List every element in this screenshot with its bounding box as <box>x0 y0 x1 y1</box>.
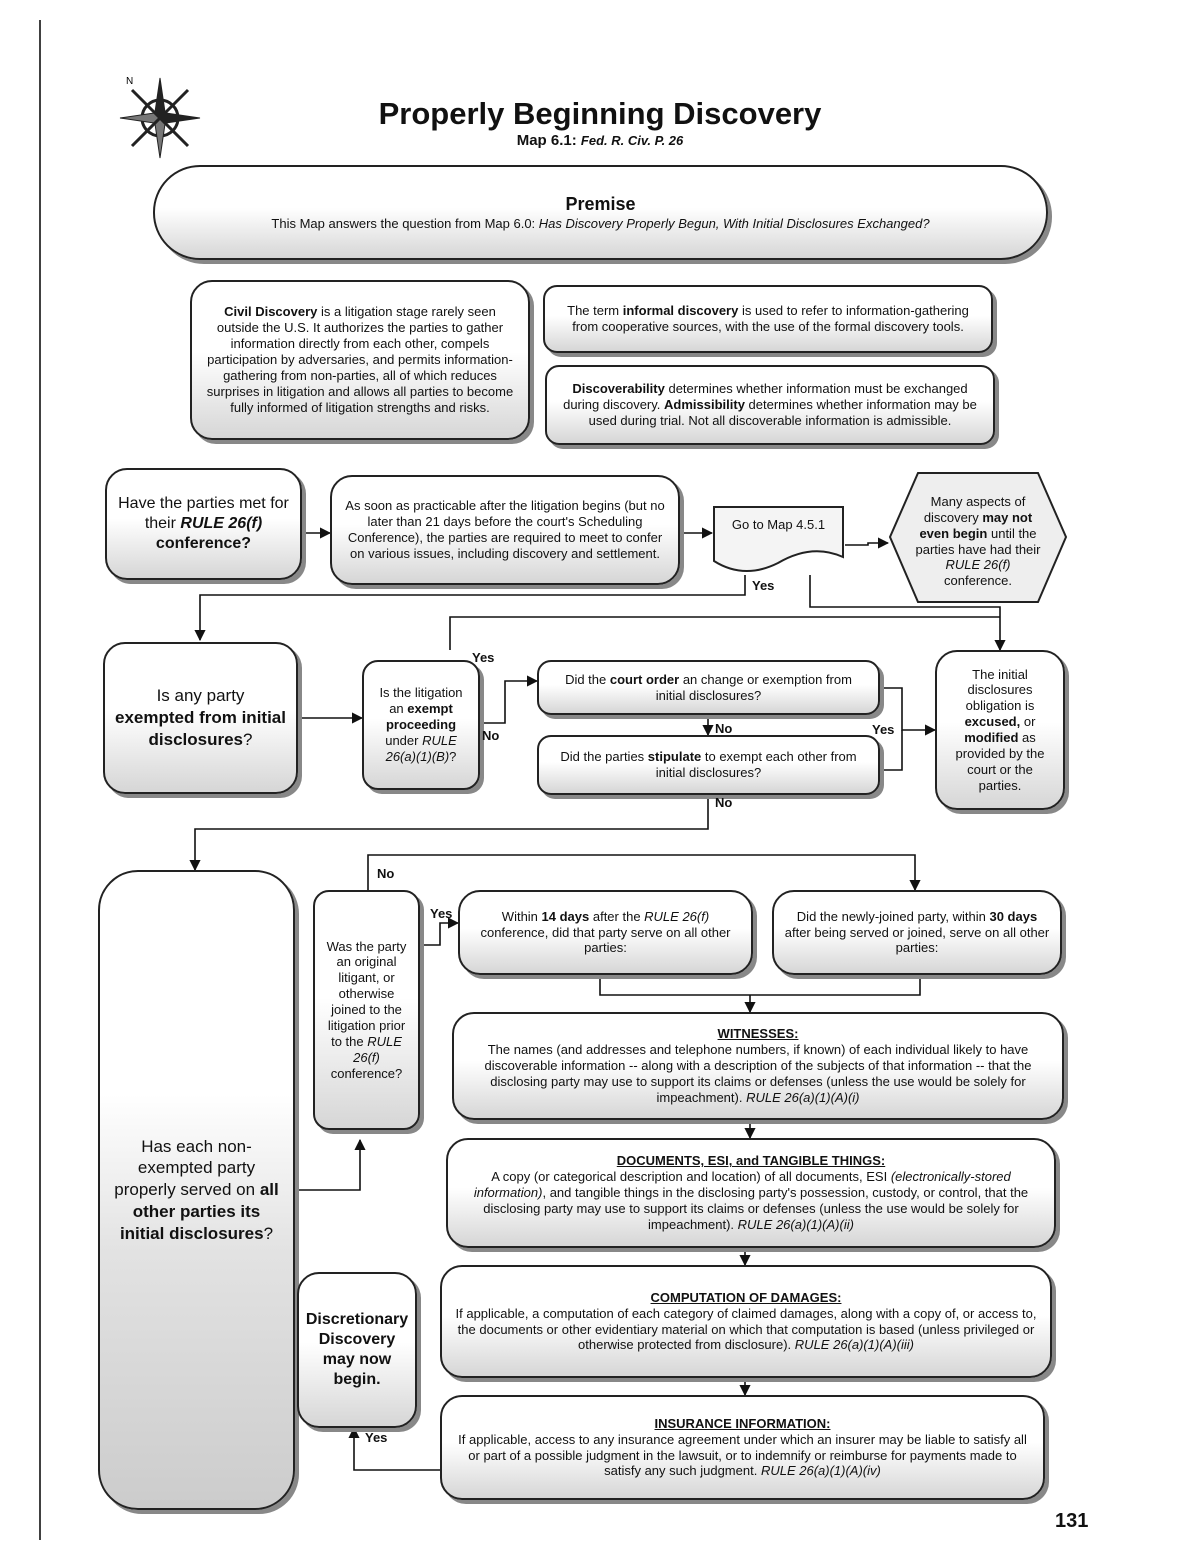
informal-discovery-box <box>543 285 993 353</box>
page-title: Properly Beginning Discovery <box>378 96 822 131</box>
label-yes-discretionary: Yes <box>365 1430 388 1445</box>
label-no-stipulate: No <box>715 795 733 810</box>
original-litigant-question: Was the party an original litigant, or otherwise joined to the litigation prior to the RULE 26(f) conference? <box>313 890 420 1130</box>
arrow-no-to-each-party <box>195 795 708 870</box>
damages-title: COMPUTATION OF DAMAGES: <box>650 1289 842 1305</box>
arrow-each-to-original <box>295 1140 360 1190</box>
civil-discovery-box <box>190 280 530 440</box>
exempt-question: Is any party exempted from initial disclosures? <box>103 642 298 794</box>
documents-title: DOCUMENTS, ESI, and TANGIBLE THINGS: <box>616 1153 886 1169</box>
label-no-court-order: No <box>715 721 733 736</box>
page-number: 131 <box>1055 1510 1089 1532</box>
excused-box: The initial disclosures obligation is excused, or modified as provided by the court or the parties. <box>935 650 1065 810</box>
within-14-days-question: Within 14 days after the RULE 26(f) conference, did that party serve on all other parties: <box>458 890 753 975</box>
discoverability-box <box>545 365 995 445</box>
many-aspects-hexagon <box>888 470 1068 605</box>
many-aspects-text: Many aspects of discovery may not even begin until the parties have had their RULE 26(f) conference. <box>915 494 1041 589</box>
newly-joined-question: Did the newly-joined party, within 30 days after being served or joined, serve on all other parties: <box>772 890 1062 975</box>
rule-26f-question: Have the parties met for their RULE 26(f) conference? <box>105 468 302 580</box>
line-proceeding-yes <box>450 617 1000 650</box>
rule-26f-info-box <box>330 475 680 585</box>
discretionary-discovery-box: Discretionary Discovery may now begin. <box>297 1272 417 1428</box>
premise-title: Premise <box>565 193 636 214</box>
insurance-text: If applicable, access to any insurance agreement under which an insurer may be liable to satisfy all or part of a possible judgment in the lawsuit, or to indemnify or reimburse for payments made to satisfy any such judgment. RULE 26(a)(1)(A)(iv) <box>458 1431 1027 1479</box>
stipulate-question: Did the parties stipulate to exempt each other from initial disclosures? <box>537 735 880 795</box>
witnesses-text: The names (and addresses and telephone numbers, if known) of each individual likely to have discoverable information -- along with a description of the subjects of that information -- that the disclosing party may use to support its claims or defenses (unless the use would be solely for impeachment). RULE 26(a)(1)(A)(i) <box>484 1042 1032 1105</box>
witnesses-box <box>452 1012 1064 1120</box>
svg-text:N: N <box>126 76 134 87</box>
map-source: Fed. R. Civ. P. 26 <box>580 133 684 148</box>
arrow-no-to-court-order <box>480 681 537 723</box>
compass-rose-logo <box>112 72 207 162</box>
label-yes-proceeding: Yes <box>472 650 495 665</box>
court-order-question: Did the court order an change or exemption from initial disclosures? <box>537 660 880 715</box>
document-shape <box>712 505 845 575</box>
map-label: Map 6.1: <box>516 132 577 149</box>
premise-question: Has Discovery Properly Begun, With Initial Disclosures Exchanged? <box>538 215 930 231</box>
damages-text: If applicable, a computation of each category of claimed damages, along with a copy of, or access to, the documents or other evidentiary material on which that computation is based (unless privileged or otherwise protected from disclosure). RULE 26(a)(1)(A)(iii) <box>455 1305 1037 1353</box>
label-yes-original: Yes <box>430 906 453 921</box>
premise-text: This Map answers the question from Map 6.0: Has Discovery Properly Begun, With Initial Disclosures Exchanged? <box>271 215 930 231</box>
label-yes-26f: Yes <box>752 578 775 593</box>
goto-map-document[interactable] <box>712 505 845 575</box>
documents-box <box>446 1138 1056 1248</box>
goto-map-label: Go to Map 4.5.1 <box>731 517 826 532</box>
exempt-proceeding-question: Is the litigation an exempt proceeding under RULE 26(a)(1)(B)? <box>362 660 480 790</box>
label-no-original: No <box>377 866 395 881</box>
arrow-goto-to-aspects <box>845 543 888 545</box>
discoverability-text: Discoverability determines whether information must be exchanged during discovery. Admissibility determines whether information may be used during trial. Not all discoverable information is admissible. <box>563 381 977 428</box>
arrow-yes-to-within14 <box>420 923 458 945</box>
each-party-question: Has each non-exempted party properly served on all other parties its initial disclosures? <box>98 870 295 1510</box>
premise-box <box>153 165 1048 260</box>
witnesses-title: WITNESSES: <box>717 1026 799 1042</box>
civil-discovery-text: Civil Discovery is a litigation stage rarely seen outside the U.S. It authorizes the parties to gather information directly from each other, compels participation by adversaries, and permits information-gathering from non-parties, all of which reduces surprises in litigation and allows all parties to become fully informed of litigation strengths and risks. <box>206 304 514 415</box>
map-subtitle <box>300 132 900 149</box>
label-no-proceeding: No <box>482 728 500 743</box>
arrow-no-to-newly-joined <box>368 855 915 890</box>
line-merge <box>600 975 920 995</box>
label-yes-excused: Yes <box>872 722 895 737</box>
insurance-box <box>440 1395 1045 1500</box>
informal-discovery-text: The term informal discovery is used to refer to information-gathering from cooperative sources, with the use of the formal discovery tools. <box>567 303 969 334</box>
documents-text: A copy (or categorical description and location) of all documents, ESI (electronically-stored information), and tangible things in the disclosing party's possession, custody, or control, that the disclosing party may use to support its claims or defenses (unless the use would be solely for impeachment). RULE 26(a)(1)(A)(ii) <box>473 1169 1029 1232</box>
insurance-title: INSURANCE INFORMATION: <box>654 1415 831 1431</box>
rule-26f-info-text: As soon as practicable after the litigation begins (but no later than 21 days before the court's Scheduling Conference), the parties are required to meet to confer on various issues, including discovery and settlement. <box>345 498 665 561</box>
damages-box <box>440 1265 1052 1378</box>
